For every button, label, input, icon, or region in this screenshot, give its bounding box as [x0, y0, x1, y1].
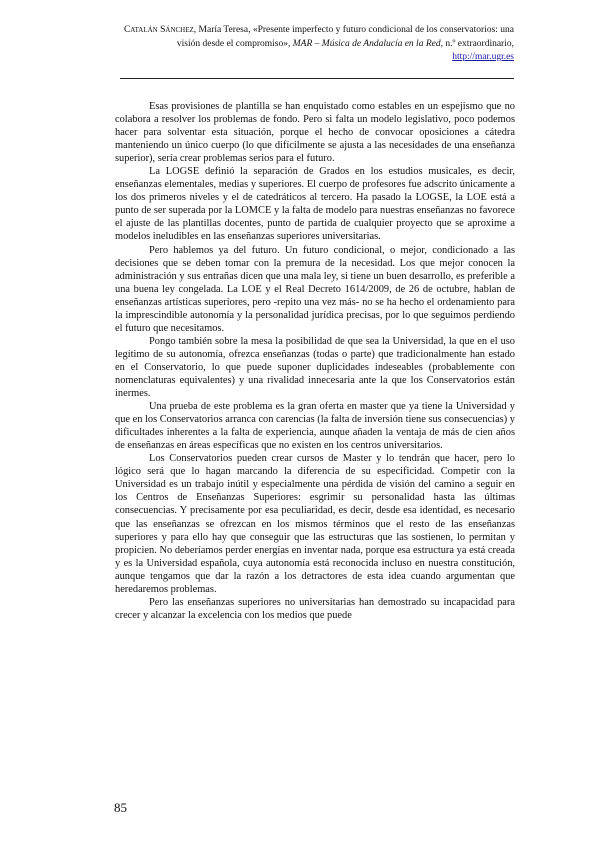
header-url-link[interactable]: http://mar.ugr.es: [452, 52, 514, 62]
page-number: 85: [114, 800, 127, 815]
running-header: [120, 24, 514, 65]
paragraph-5: Una prueba de este problema es la gran oferta en master que ya tiene la Universidad y que en los Conservatorios arranca con carencias (la falta de inversión tiene sus consecuencias) y dificultades inherentes a la falta de experiencia, aunque añaden la ventaja de más de cien años de enseñanzas en áreas específicas que no existen en los centros universitarios.: [115, 401, 515, 452]
header-issue: , n.º extraordinario,: [440, 38, 514, 49]
paragraph-2: La LOGSE definió la separación de Grados en los estudios musicales, es decir, enseñanzas elementales, medias y superiores. El cuerpo de profesores fue adscrito únicamente a los dos primeros niveles y el de catedráticos al tercero. Ha pasado la LOGSE, la LOE está a punto de ser superada por la LOMCE y la falta de modelo para nuestras enseñanzas no favorece el ajuste de las plantillas docentes, punto de partida de cualquier proyecto que se aproxime a modelos ineludibles en las enseñanzas superiores universitarias.: [115, 166, 515, 243]
paragraph-7: Pero las enseñanzas superiores no universitarias han demostrado su incapacidad para crecer y alcanzar la excelencia con los medios que puede: [115, 596, 515, 621]
paragraph-3: Pero hablemos ya del futuro. Un futuro condicional, o mejor, condicionado a las decisiones que se deben tomar con la premura de la necesidad. Los que mejor conocen la administración y sus entrañas dicen que una mala ley, si tiene un buen desarrollo, es preferible a una buena ley congelada. La LOE y el Real Decreto 1614/2009, de 26 de octubre, hablan de enseñanzas artísticas superiores, pero -repito una vez más- no se ha hecho el ordenamiento para la imprescindible autonomía y la personalidad jurídica precisas, por lo que seguimos perdiendo el futuro que necesitamos.: [115, 244, 515, 334]
paragraph-1: Esas provisiones de plantilla se han enquistado como estables en un espejismo que no colabora a resolver los problemas de fondo. Pero si falta un modelo legislativo, poco podemos hacer para solventar esta situación, porque el hecho de convocar oposiciones a cátedra manteniendo un único cuerpo (lo que difícilmente se ajusta a las necesidades de una enseñanza superior), sería crear problemas serios para el futuro.: [115, 101, 515, 165]
paragraph-4: Pongo también sobre la mesa la posibilidad de que sea la Universidad, la que en el uso legítimo de su autonomía, ofrezca enseñanzas (todas o parte) que tradicionalmente han estado en el Conservatorio, lo que puede suponer duplicidades indeseables (probablemente con nomenclaturas equivalentes) y una rivalidad innecesaria ante la que los Conservatorios están inermes.: [115, 335, 515, 400]
header-article-title: «Presente imperfecto y futuro condicional de los conservatorios: una visión desde el compromiso»,: [176, 25, 514, 49]
header-author-rest: , María Teresa,: [193, 25, 251, 35]
header-divider: [120, 78, 514, 79]
header-journal: MAR – Música de Andalucía en la Red: [292, 38, 441, 49]
body-text: [115, 100, 515, 622]
header-author: Catalán Sánchez: [123, 25, 194, 35]
paragraph-6: Los Conservatorios pueden crear cursos de Master y lo tendrán que hacer, pero lo lógico será que lo hagan marcando la diferencia de su especificidad. Competir con la Universidad es un trabajo inútil y especialmente una pérdida de visión del camino a seguir en los Centros de Enseñanzas Superiores: esgrimir su personalidad hasta las últimas consecuencias. Y precisamente por esa peculiaridad, es decir, desde esa identidad, es necesario que las enseñanzas se ofrezcan en los mismos términos que el resto de las enseñanzas superiores y para ello hay que conseguir que las estructuras que las sostienen, lo permitan y propicien. No deberíamos perder energías en inventar nada, porque esa estructura ya está creada y es la Universidad española, cuya autonomía está reconocida incluso en nuestra constitución, aunque tengamos que dar la razón a los detractores de esta idea cuando argumentan que heredaremos problemas.: [115, 453, 515, 595]
